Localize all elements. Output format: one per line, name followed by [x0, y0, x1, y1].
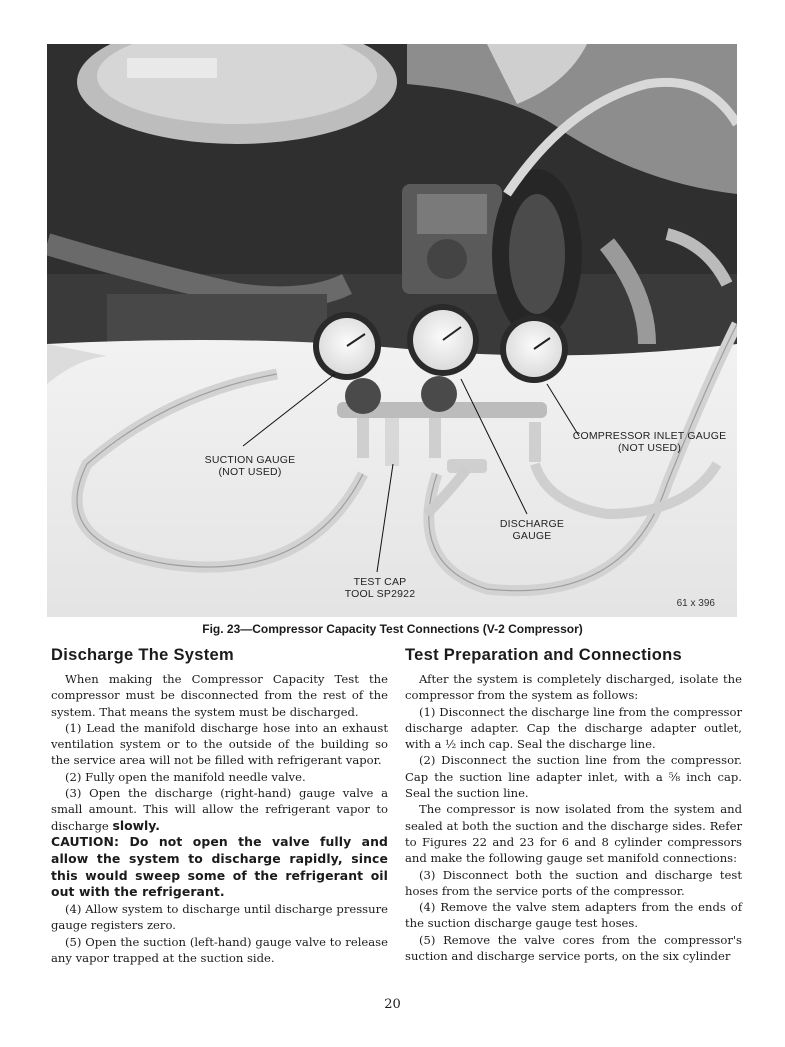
- engine-photo: [47, 44, 737, 617]
- test-cap-label-line1: TEST CAP: [353, 576, 407, 588]
- paragraph: When making the Compressor Capacity Test the compressor must be disconnected from the rest of the system. That means the system must be discharged.: [51, 672, 388, 719]
- paragraph: [51, 785, 388, 834]
- figure-caption: Fig. 23—Compressor Capacity Test Connections (V-2 Compressor): [202, 622, 583, 636]
- left-column: [51, 646, 388, 966]
- discharge-gauge-label-line2: GAUGE: [512, 530, 552, 542]
- suction-gauge-label-line1: SUCTION GAUGE: [204, 454, 296, 466]
- emphasis-slowly: slowly.: [112, 817, 160, 833]
- engine-photo-illustration: [47, 44, 737, 617]
- paragraph: (5) Open the suction (left-hand) gauge valve to release any vapor trapped at the suction side.: [51, 934, 388, 966]
- right-column: [405, 646, 742, 964]
- suction-gauge-label-line2: (NOT USED): [218, 466, 282, 478]
- test-cap-label-line2: TOOL SP2922: [344, 588, 416, 600]
- suction-gauge-label: [185, 454, 315, 478]
- inlet-gauge-label-line1: COMPRESSOR INLET GAUGE: [572, 430, 727, 442]
- test-cap-label: [325, 576, 435, 600]
- paragraph: (2) Disconnect the suction line from the compressor. Cap the suction line adapter inlet, with a ⅝ inch cap. Seal the suction line.: [405, 753, 742, 801]
- paragraph: (1) Lead the manifold discharge hose into an exhaust ventilation system or to the outside of the building so the service area will not be filled with refrigerant vapor.: [51, 720, 388, 768]
- paragraph: After the system is completely discharged, isolate the compressor from the system as follows:: [405, 672, 742, 703]
- caution-note: CAUTION: Do not open the valve fully and allow the system to discharge rapidly, since this would sweep some of the refrigerant oil out with the refrigerant.: [51, 833, 388, 900]
- paragraph: (1) Disconnect the discharge line from the compressor discharge adapter. Cap the discharge adapter outlet, with a ½ inch cap. Seal the discharge line.: [405, 704, 742, 752]
- paragraph: (5) Remove the valve cores from the compressor's suction and discharge service ports, on the six cylinder: [405, 932, 742, 964]
- paragraph: (4) Allow system to discharge until discharge pressure gauge registers zero.: [51, 902, 388, 933]
- compressor-inlet-gauge-label: [567, 430, 732, 454]
- paragraph: (4) Remove the valve stem adapters from the ends of the suction discharge gauge test hoses.: [405, 900, 742, 931]
- test-preparation-heading: Test Preparation and Connections: [405, 646, 682, 664]
- discharge-gauge-label: [487, 518, 577, 542]
- page-number: 20: [384, 997, 401, 1012]
- inlet-gauge-label-line2: (NOT USED): [617, 442, 682, 454]
- paragraph-text: (3) Open the discharge (right-hand) gauge valve a small amount. This will allow the refrigerant vapor to discharge: [51, 786, 388, 833]
- discharge-gauge-label-line1: DISCHARGE: [499, 518, 565, 530]
- paragraph: The compressor is now isolated from the system and sealed at both the suction and the discharge sides. Refer to Figures 22 and 23 for 6 and 8 cylinder compressors and make the following gauge set manifold connections:: [405, 802, 742, 866]
- figure-id-code: 61 x 396: [676, 598, 715, 609]
- paragraph: (2) Fully open the manifold needle valve.: [65, 769, 306, 784]
- paragraph: (3) Disconnect both the suction and discharge test hoses from the service ports of the compressor.: [405, 867, 742, 898]
- discharge-system-heading: Discharge The System: [51, 646, 234, 664]
